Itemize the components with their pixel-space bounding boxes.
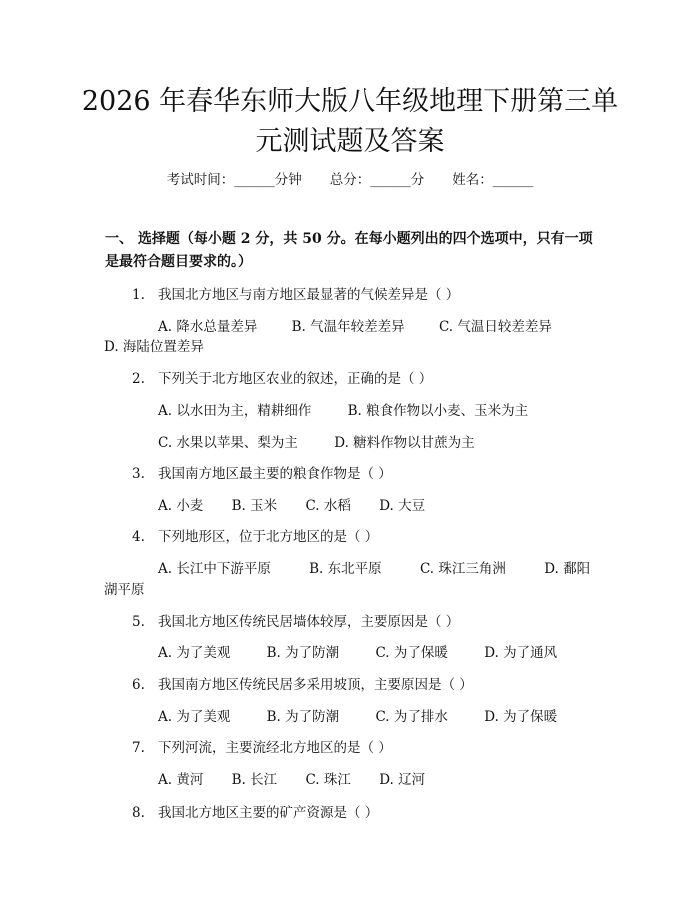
option: D. 为了保暖 [484, 709, 558, 725]
question [132, 801, 378, 821]
question-number: 3. [132, 466, 145, 482]
question-text: 我国南方地区最主要的粮食作物是（ ） [158, 466, 392, 482]
option: A. 黄河 [158, 772, 204, 788]
options-row [158, 431, 505, 451]
options-row [158, 494, 455, 514]
option: C. 珠江 [305, 772, 351, 788]
option: A. 小麦 [158, 498, 204, 514]
question [132, 367, 432, 387]
title-line-1: 2026 年春华东师大版八年级地理下册第三单 [81, 86, 619, 117]
question-number: 1. [132, 287, 145, 303]
option: C. 水稻 [305, 498, 351, 514]
options-row [158, 768, 455, 788]
option: C. 珠江三角洲 [419, 561, 506, 577]
options-row [158, 315, 582, 335]
options-row [158, 705, 587, 725]
total-score: 总分：______分 [329, 172, 425, 188]
option: D. 海陆位置差异 [104, 339, 204, 355]
question [132, 736, 392, 756]
option: B. 玉米 [231, 498, 278, 514]
option: B. 长江 [231, 772, 278, 788]
option: D. 为了通风 [484, 645, 558, 661]
options-row [158, 399, 558, 419]
option: A. 长江中下游平原 [158, 561, 271, 577]
option: A. 降水总量差异 [158, 319, 258, 335]
question-number: 4. [132, 529, 145, 545]
options-row [104, 578, 175, 598]
option: 湖平原 [104, 582, 145, 598]
option: B. 为了防潮 [266, 709, 340, 725]
question-number: 5. [132, 614, 145, 630]
question-number: 2. [132, 371, 145, 387]
question-text: 下列关于北方地区农业的叙述，正确的是（ ） [158, 371, 433, 387]
option: C. 为了排水 [375, 709, 448, 725]
section-heading: 一、 选择题（每小题 2 分，共 50 分。在每小题列出的四个选项中，只有一项是最符合题目要求的。） [105, 231, 593, 270]
option: D. 大豆 [379, 498, 426, 514]
question [132, 525, 378, 545]
question-text: 我国北方地区主要的矿产资源是（ ） [158, 805, 379, 821]
question [132, 673, 473, 693]
option: D. 糖料作物以甘蔗为主 [334, 435, 475, 451]
question [132, 610, 459, 630]
question-text: 我国北方地区与南方地区最显著的气候差异是（ ） [158, 287, 460, 303]
option: C. 气温日较差差异 [438, 319, 552, 335]
options-row [104, 335, 234, 355]
option: B. 气温年较差差异 [291, 319, 405, 335]
question-number: 8. [132, 805, 145, 821]
option: B. 东北平原 [309, 561, 382, 577]
option: D. 辽河 [379, 772, 426, 788]
question [132, 283, 459, 303]
option: B. 为了防潮 [266, 645, 340, 661]
exam-meta [0, 168, 700, 188]
question-number: 6. [132, 677, 145, 693]
option: B. 粮食作物以小麦、玉米为主 [347, 403, 529, 419]
option: A. 以水田为主，精耕细作 [158, 403, 312, 419]
question [132, 462, 392, 482]
option: A. 为了美观 [158, 709, 231, 725]
title-line-2: 元测试题及答案 [255, 126, 445, 157]
question-text: 下列河流，主要流经北方地区的是（ ） [158, 740, 392, 756]
question-text: 下列地形区，位于北方地区的是（ ） [158, 529, 379, 545]
question-number: 7. [132, 740, 145, 756]
option: C. 水果以苹果、梨为主 [158, 435, 298, 451]
student-name: 姓名：______ [452, 172, 534, 188]
question-text: 我国南方地区传统民居多采用坡顶，主要原因是（ ） [158, 677, 473, 693]
question-text: 我国北方地区传统民居墙体较厚，主要原因是（ ） [158, 614, 460, 630]
option: A. 为了美观 [158, 645, 231, 661]
option: C. 为了保暖 [375, 645, 448, 661]
options-row [158, 557, 620, 577]
exam-time: 考试时间：______分钟 [166, 172, 302, 188]
option: D. 鄱阳 [544, 561, 591, 577]
options-row [158, 641, 587, 661]
